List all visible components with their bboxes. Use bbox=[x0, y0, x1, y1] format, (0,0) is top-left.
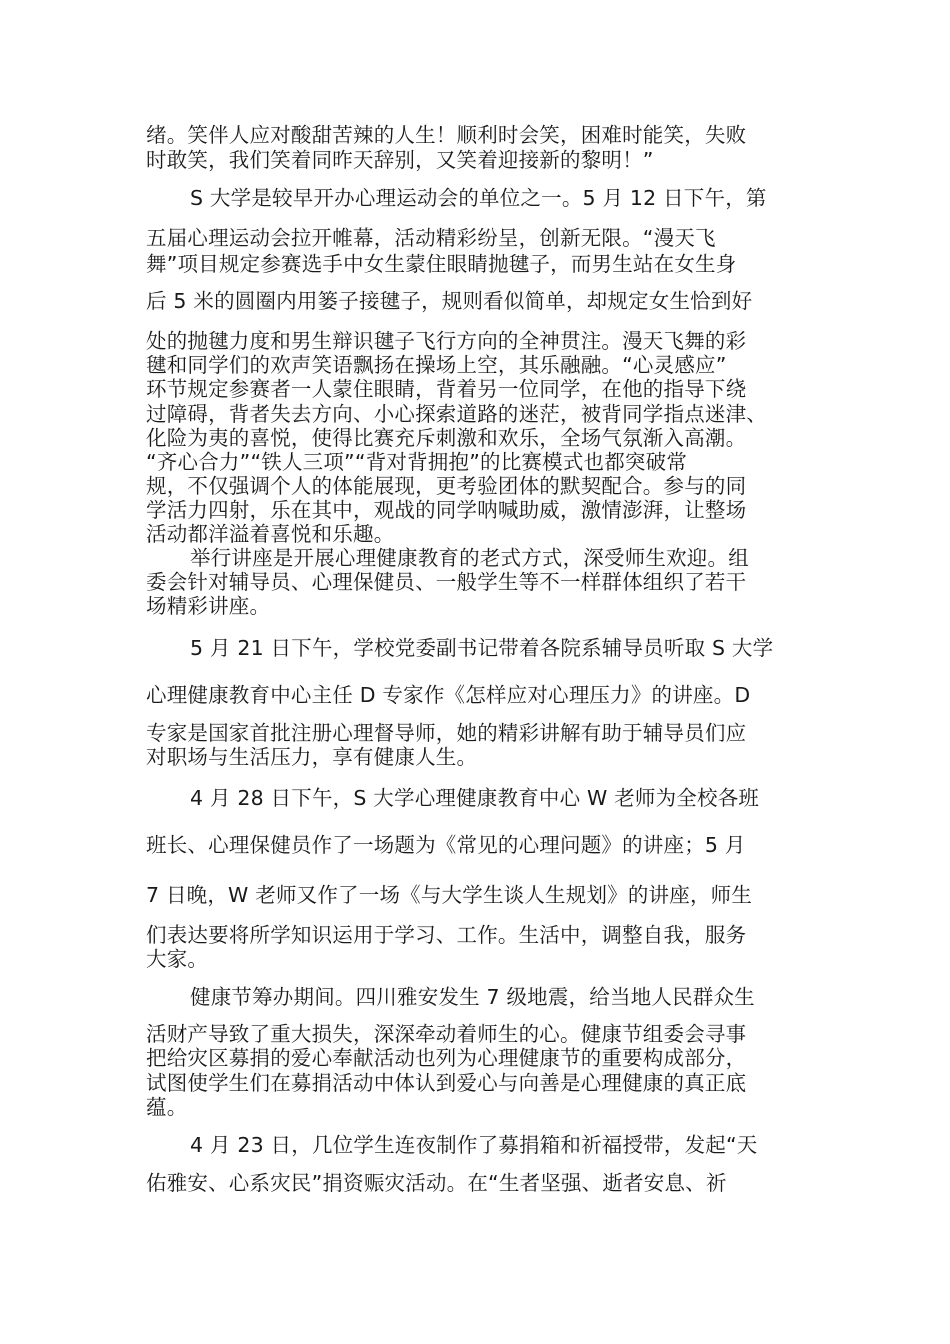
text-line: 场精彩讲座。 bbox=[146, 594, 271, 618]
text-line: 活动都洋溢着喜悦和乐趣。 bbox=[146, 522, 395, 546]
paragraph-start-line: S 大学是较早开办心理运动会的单位之一。5 月 12 日下午，第 bbox=[190, 186, 767, 210]
text-line: 学活力四射，乐在其中，观战的同学呐喊助威，激情澎湃，让整场 bbox=[146, 498, 747, 522]
text-line: 时敢笑，我们笑着同昨天辞别，又笑着迎接新的黎明！” bbox=[146, 148, 654, 172]
paragraph-start-line: 健康节筹办期间。四川雅安发生 7 级地震，给当地人民群众生 bbox=[190, 985, 755, 1009]
text-line: 化险为夷的喜悦，使得比赛充斥刺激和欢乐，全场气氛渐入高潮。 bbox=[146, 426, 747, 450]
text-line: “齐心合力”“铁人三项”“背对背拥抱”的比赛模式也都突破常 bbox=[146, 450, 688, 474]
text-line: 蕴。 bbox=[146, 1095, 188, 1119]
text-line: 规，不仅强调个人的体能展现，更考验团体的默契配合。参与的同 bbox=[146, 474, 747, 498]
text-line: 把给灾区募捐的爱心奉献活动也列为心理健康节的重要构成部分， bbox=[146, 1046, 747, 1070]
text-line: 绪。笑伴人应对酸甜苦辣的人生！顺利时会笑，困难时能笑，失败 bbox=[146, 123, 747, 147]
text-line: 五届心理运动会拉开帷幕，活动精彩纷呈，创新无限。“漫天飞 bbox=[146, 226, 716, 250]
text-line: 班长、心理保健员作了一场题为《常见的心理问题》的讲座；5 月 bbox=[146, 833, 746, 857]
text-line: 处的抛毽力度和男生辩识毽子飞行方向的全神贯注。漫天飞舞的彩 bbox=[146, 329, 747, 353]
text-line: 委会针对辅导员、心理保健员、一般学生等不一样群体组织了若干 bbox=[146, 570, 747, 594]
paragraph-start-line: 4 月 23 日，几位学生连夜制作了募捐箱和祈福授带，发起“天 bbox=[190, 1133, 758, 1157]
text-line: 专家是国家首批注册心理督导师，她的精彩讲解有助于辅导员们应 bbox=[146, 721, 747, 745]
paragraph-start-line: 举行讲座是开展心理健康教育的老式方式，深受师生欢迎。组 bbox=[190, 546, 749, 570]
text-line: 大家。 bbox=[146, 947, 209, 971]
text-line: 毽和同学们的欢声笑语飘扬在操场上空，其乐融融。“心灵感应” bbox=[146, 353, 727, 377]
text-line: 佑雅安、心系灾民”捐资赈灾活动。在“生者坚强、逝者安息、祈 bbox=[146, 1171, 727, 1195]
paragraph-start-line: 5 月 21 日下午，学校党委副书记带着各院系辅导员听取 S 大学 bbox=[190, 636, 774, 660]
text-line: 试图使学生们在募捐活动中体认到爱心与向善是心理健康的真正底 bbox=[146, 1071, 747, 1095]
text-line: 后 5 米的圆圈内用篓子接毽子，规则看似简单，却规定女生恰到好 bbox=[146, 289, 753, 313]
text-line: 舞”项目规定参赛选手中女生蒙住眼睛抛毽子，而男生站在女生身 bbox=[146, 252, 737, 276]
text-line: 心理健康教育中心主任 D 专家作《怎样应对心理压力》的讲座。D bbox=[146, 683, 751, 707]
text-line: 们表达要将所学知识运用于学习、工作。生活中，调整自我，服务 bbox=[146, 923, 747, 947]
text-line: 对职场与生活压力，享有健康人生。 bbox=[146, 745, 478, 769]
text-line: 环节规定参赛者一人蒙住眼睛，背着另一位同学，在他的指导下绕 bbox=[146, 377, 747, 401]
text-line: 7 日晚，W 老师又作了一场《与大学生谈人生规划》的讲座，师生 bbox=[146, 883, 753, 907]
text-line: 过障碍，背者失去方向、小心探索道路的迷茫，被背同学指点迷津、 bbox=[146, 402, 767, 426]
paragraph-start-line: 4 月 28 日下午，S 大学心理健康教育中心 W 老师为全校各班 bbox=[190, 786, 760, 810]
text-line: 活财产导致了重大损失，深深牵动着师生的心。健康节组委会寻事 bbox=[146, 1022, 747, 1046]
